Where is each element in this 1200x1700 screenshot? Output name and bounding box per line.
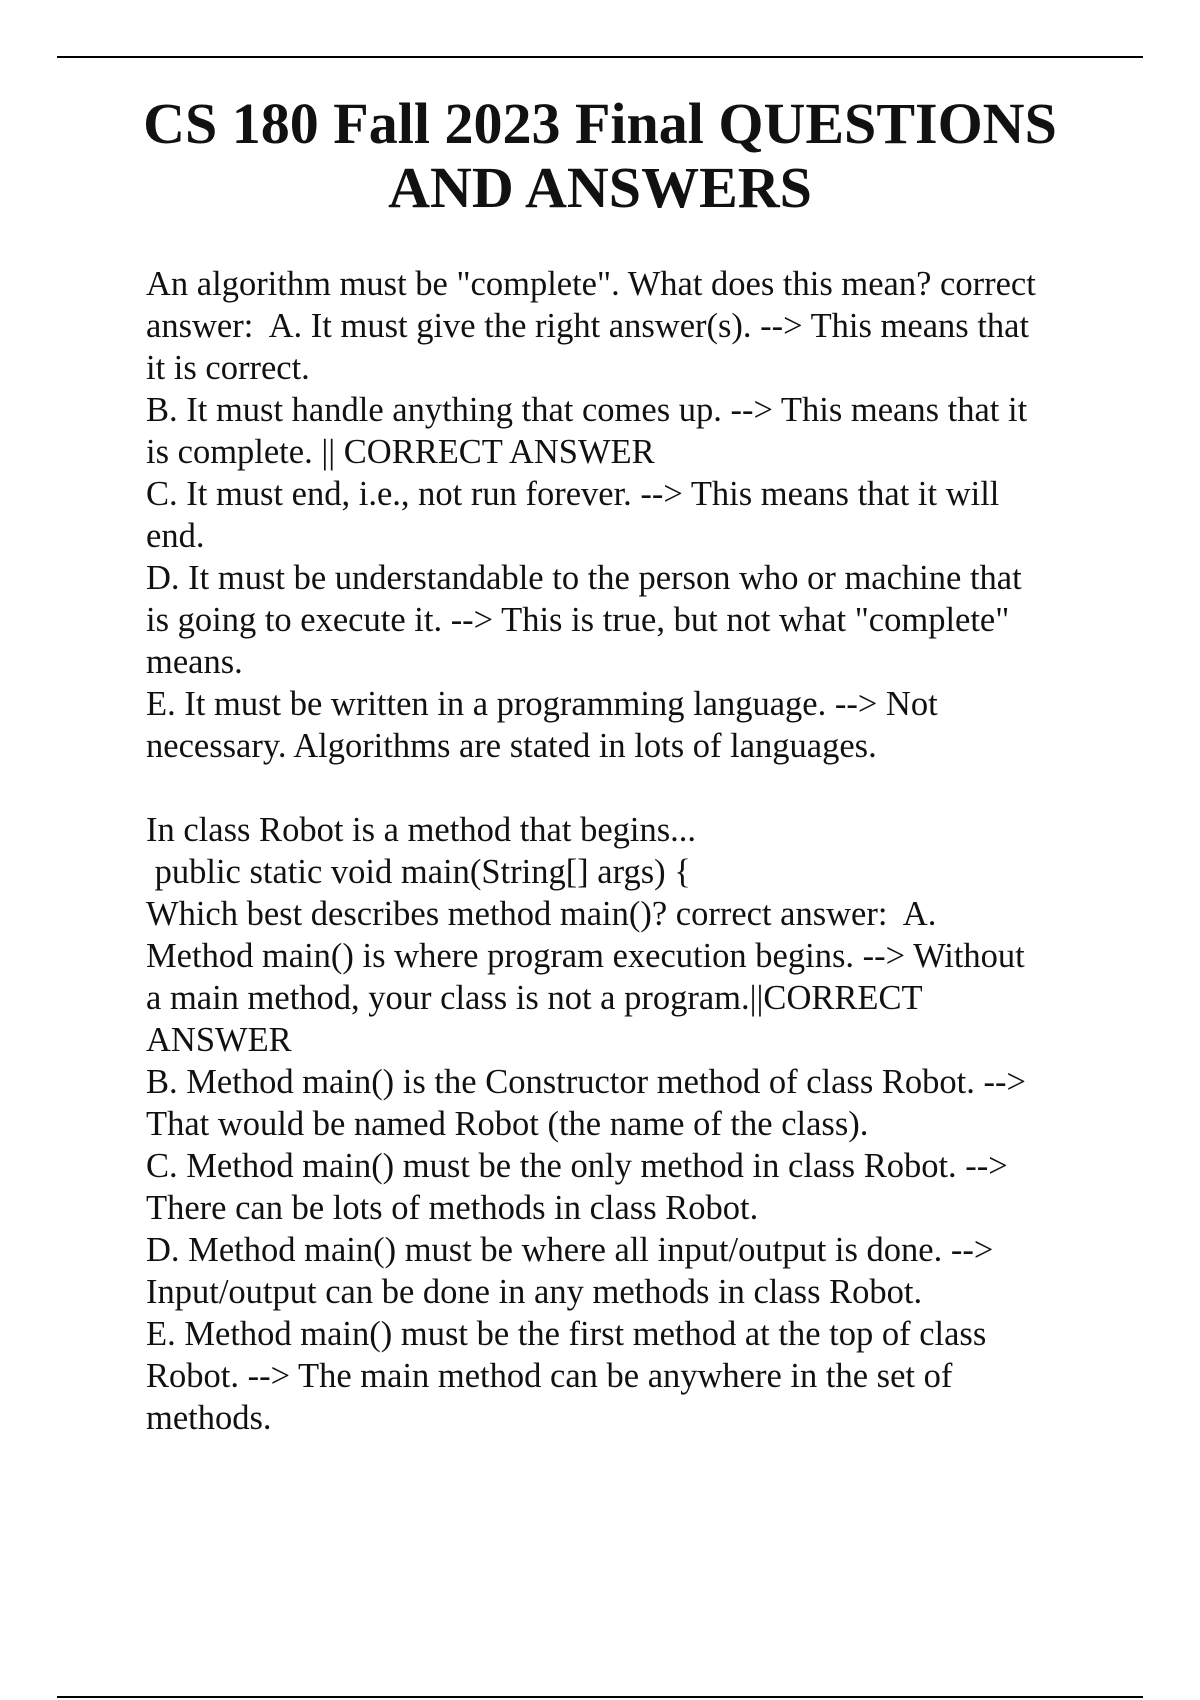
text-line: B. Method main() is the Constructor method of class Robot. -->	[146, 1063, 1026, 1101]
question-robot-main-method	[146, 809, 1096, 1439]
title-line-1: CS 180 Fall 2023 Final QUESTIONS	[143, 91, 1057, 156]
text-line: answer: A. It must give the right answer(s). --> This means that	[146, 307, 1030, 345]
document-title	[100, 92, 1100, 220]
text-line: Robot. --> The main method can be anywhere in the set of	[146, 1357, 953, 1395]
text-line: E. Method main() must be the first method at the top of class	[146, 1315, 987, 1353]
text-line: In class Robot is a method that begins...	[146, 811, 697, 849]
text-line: means.	[146, 643, 243, 681]
text-line: Input/output can be done in any methods in class Robot.	[146, 1273, 923, 1311]
text-line: necessary. Algorithms are stated in lots of languages.	[146, 727, 877, 765]
text-line: it is correct.	[146, 349, 310, 387]
text-line: B. It must handle anything that comes up. --> This means that it	[146, 391, 1028, 429]
text-line: C. It must end, i.e., not run forever. --> This means that it will	[146, 475, 1000, 513]
text-line: ANSWER	[146, 1021, 292, 1059]
title-line-2: AND ANSWERS	[388, 155, 812, 220]
text-line: is complete. || CORRECT ANSWER	[146, 433, 655, 471]
text-line: That would be named Robot (the name of the class).	[146, 1105, 869, 1143]
code-line: public static void main(String[] args) {	[146, 853, 691, 891]
question-algorithm-complete	[146, 263, 1096, 767]
text-line: Which best describes method main()? correct answer: A.	[146, 895, 937, 933]
text-line: methods.	[146, 1399, 272, 1437]
text-line: An algorithm must be "complete". What does this mean? correct	[146, 265, 1036, 303]
text-line: Method main() is where program execution begins. --> Without	[146, 937, 1025, 975]
top-rule	[57, 56, 1143, 58]
text-line: There can be lots of methods in class Robot.	[146, 1189, 759, 1227]
text-line: D. It must be understandable to the person who or machine that	[146, 559, 1022, 597]
text-line: end.	[146, 517, 205, 555]
text-line: is going to execute it. --> This is true, but not what "complete"	[146, 601, 1010, 639]
text-line: D. Method main() must be where all input/output is done. -->	[146, 1231, 994, 1269]
bottom-rule	[57, 1696, 1143, 1698]
document-body	[146, 263, 1096, 1439]
text-line: a main method, your class is not a program.||CORRECT	[146, 979, 923, 1017]
text-line: C. Method main() must be the only method in class Robot. -->	[146, 1147, 1008, 1185]
text-line: E. It must be written in a programming language. --> Not	[146, 685, 938, 723]
